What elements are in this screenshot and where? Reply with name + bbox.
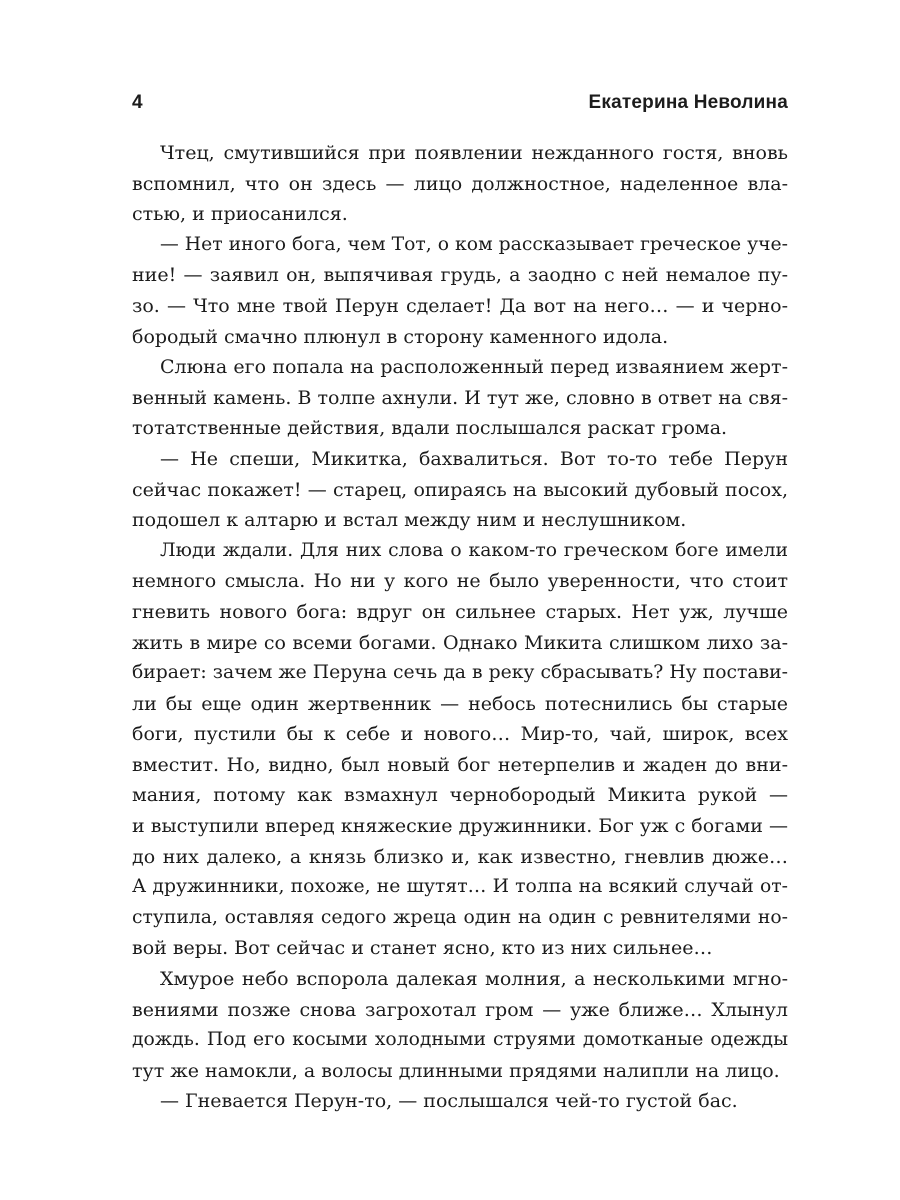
- text-line: ние! — заявил он, выпячивая грудь, а заодно с ней немалое пу-: [132, 264, 788, 287]
- text-line: жить в мире со всеми богами. Однако Микита слишком лихо за-: [132, 631, 788, 654]
- text-line: немного смысла. Но ни у кого не было уверенности, что стоит: [132, 570, 788, 593]
- text-line: бирает: зачем же Перуна сечь да в реку сбрасывать? Ну постави-: [132, 662, 788, 684]
- paragraph: [132, 444, 788, 536]
- text-line: боги, пустили бы к себе и нового… Мир-то, чай, широк, всех: [132, 723, 788, 746]
- text-line: стью, и приосанился.: [132, 203, 348, 226]
- page-number: 4: [132, 92, 143, 113]
- text-line: тут же намокли, а волосы длинными прядями налипли на лицо.: [132, 1059, 780, 1082]
- running-head: [132, 88, 788, 118]
- paragraph: [132, 1086, 788, 1117]
- body-text: [132, 138, 788, 1117]
- text-line: А дружинники, похоже, не шутят… И толпа на всякий случай от-: [132, 876, 788, 898]
- text-line: Люди ждали. Для них слова о каком-то греческом боге имели: [160, 539, 788, 561]
- text-line: до них далеко, а князь близко и, как известно, гневлив дюже…: [132, 845, 788, 868]
- text-line: Хмурое небо вспорола далекая молния, а несколькими мгно-: [160, 968, 788, 991]
- text-line: — Не спеши, Микитка, бахвалиться. Вот то-то тебе Перун: [160, 447, 788, 470]
- text-line: — Нет иного бога, чем Тот, о ком рассказывает греческое уче-: [160, 233, 788, 255]
- text-line: дождь. Под его косыми холодными струями домотканые одежды: [132, 1029, 788, 1051]
- text-line: Чтец, смутившийся при появлении нежданного гостя, вновь: [160, 142, 788, 164]
- text-line: зо. — Что мне твой Перун сделает! Да вот на него… — и черно-: [132, 294, 788, 317]
- text-line: вой веры. Вот сейчас и станет ясно, кто из них сильнее…: [132, 937, 713, 960]
- text-line: сейчас покажет! — старец, опираясь на высокий дубовый посох,: [132, 478, 788, 501]
- paragraph: [132, 230, 788, 352]
- paragraph: [132, 138, 788, 230]
- text-line: тотатственные действия, вдали послышался раскат грома.: [132, 417, 728, 440]
- text-line: подошел к алтарю и встал между ним и неслушником.: [132, 509, 687, 532]
- paragraph: [132, 536, 788, 964]
- text-line: ступила, оставляя седого жреца один на один с ревнителями но-: [132, 906, 788, 928]
- text-line: Слюна его попала на расположенный перед изваянием жерт-: [160, 356, 788, 379]
- text-line: бородый смачно плюнул в сторону каменного идола.: [132, 325, 669, 348]
- paragraph: [132, 964, 788, 1086]
- paragraph: [132, 352, 788, 444]
- text-line: — Гневается Перун-то, — послышался чей-то густой бас.: [160, 1090, 738, 1113]
- text-line: вместит. Но, видно, был новый бог нетерпелив и жаден до вни-: [132, 753, 788, 776]
- text-line: вспомнил, что он здесь — лицо должностное, наделенное вла-: [132, 172, 788, 195]
- text-line: мания, потому как взмахнул чернобородый Микита рукой —: [132, 784, 788, 807]
- text-line: ли бы еще один жертвенник — небось потеснились бы старые: [132, 692, 788, 715]
- text-line: вениями позже снова загрохотал гром — уже ближе… Хлынул: [132, 998, 788, 1021]
- text-line: гневить нового бога: вдруг он сильнее старых. Нет уж, лучше: [132, 600, 788, 623]
- text-line: венный камень. В толпе ахнули. И тут же, словно в ответ на свя-: [132, 386, 788, 409]
- text-line: и выступили вперед княжеские дружинники. Бог уж с богами —: [132, 815, 788, 838]
- author-name: Екатерина Неволина: [588, 92, 788, 113]
